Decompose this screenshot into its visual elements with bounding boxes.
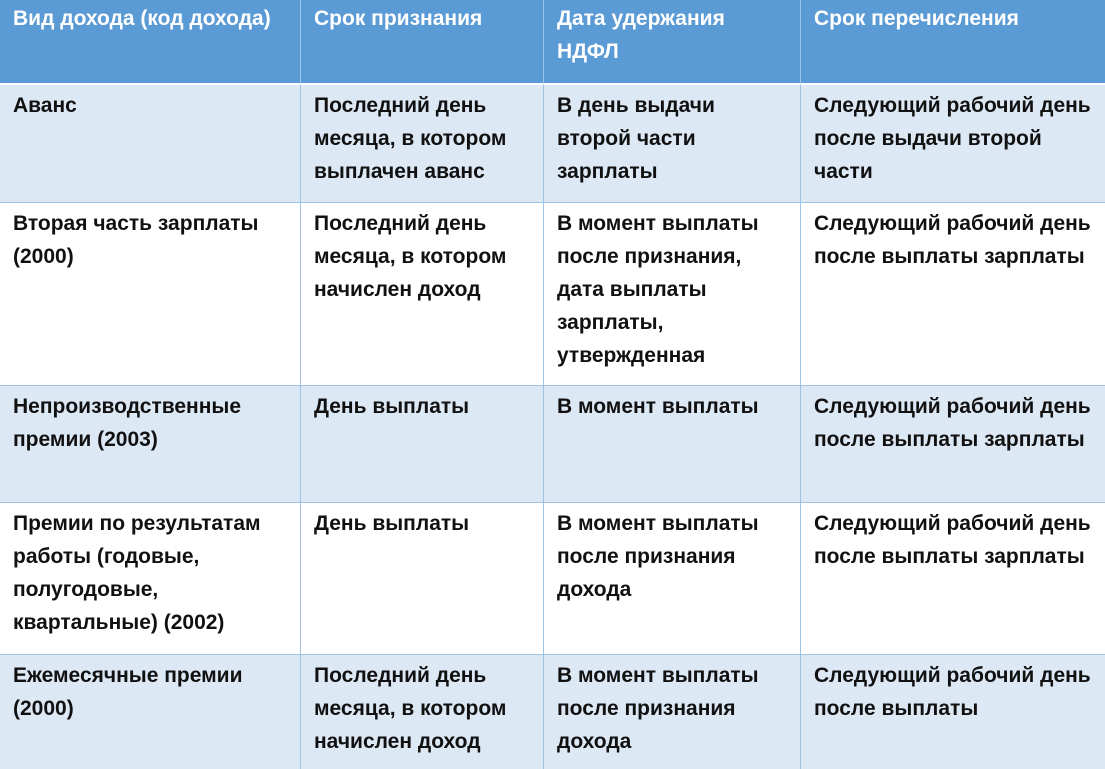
- table-cell: Премии по результатам работы (годовые, полугодовые, квартальные) (2002): [0, 503, 301, 655]
- header-recognition-date: Срок признания: [301, 0, 544, 85]
- table-cell: Ежемесячные премии (2000): [0, 655, 301, 769]
- table-cell: День выплаты: [301, 386, 544, 503]
- table-cell: Последний день месяца, в котором начислен доход: [301, 655, 544, 769]
- table-cell: Непроизводственные премии (2003): [0, 386, 301, 503]
- table-cell: Следующий рабочий день после выплаты зарплаты: [801, 386, 1105, 503]
- table-cell: В момент выплаты: [544, 386, 801, 503]
- table-cell: В момент выплаты после признания дохода: [544, 503, 801, 655]
- header-income-type: Вид дохода (код дохода): [0, 0, 301, 85]
- table-cell: День выплаты: [301, 503, 544, 655]
- table-cell: Вторая часть зарплаты (2000): [0, 203, 301, 386]
- table-cell: Следующий рабочий день после выдачи второй части: [801, 85, 1105, 203]
- header-withholding-date: Дата удержания НДФЛ: [544, 0, 801, 85]
- table-cell: В момент выплаты после признания дохода: [544, 655, 801, 769]
- table-cell: Следующий рабочий день после выплаты зарплаты: [801, 503, 1105, 655]
- table-cell: В день выдачи второй части зарплаты: [544, 85, 801, 203]
- table-cell: Аванс: [0, 85, 301, 203]
- table-cell: Последний день месяца, в котором выплачен аванс: [301, 85, 544, 203]
- table-cell: В момент выплаты после признания, дата выплаты зарплаты, утвержденная: [544, 203, 801, 386]
- table-cell: Последний день месяца, в котором начислен доход: [301, 203, 544, 386]
- table-cell: Следующий рабочий день после выплаты зарплаты: [801, 203, 1105, 386]
- table-cell: Следующий рабочий день после выплаты: [801, 655, 1105, 769]
- header-transfer-deadline: Срок перечисления: [801, 0, 1105, 85]
